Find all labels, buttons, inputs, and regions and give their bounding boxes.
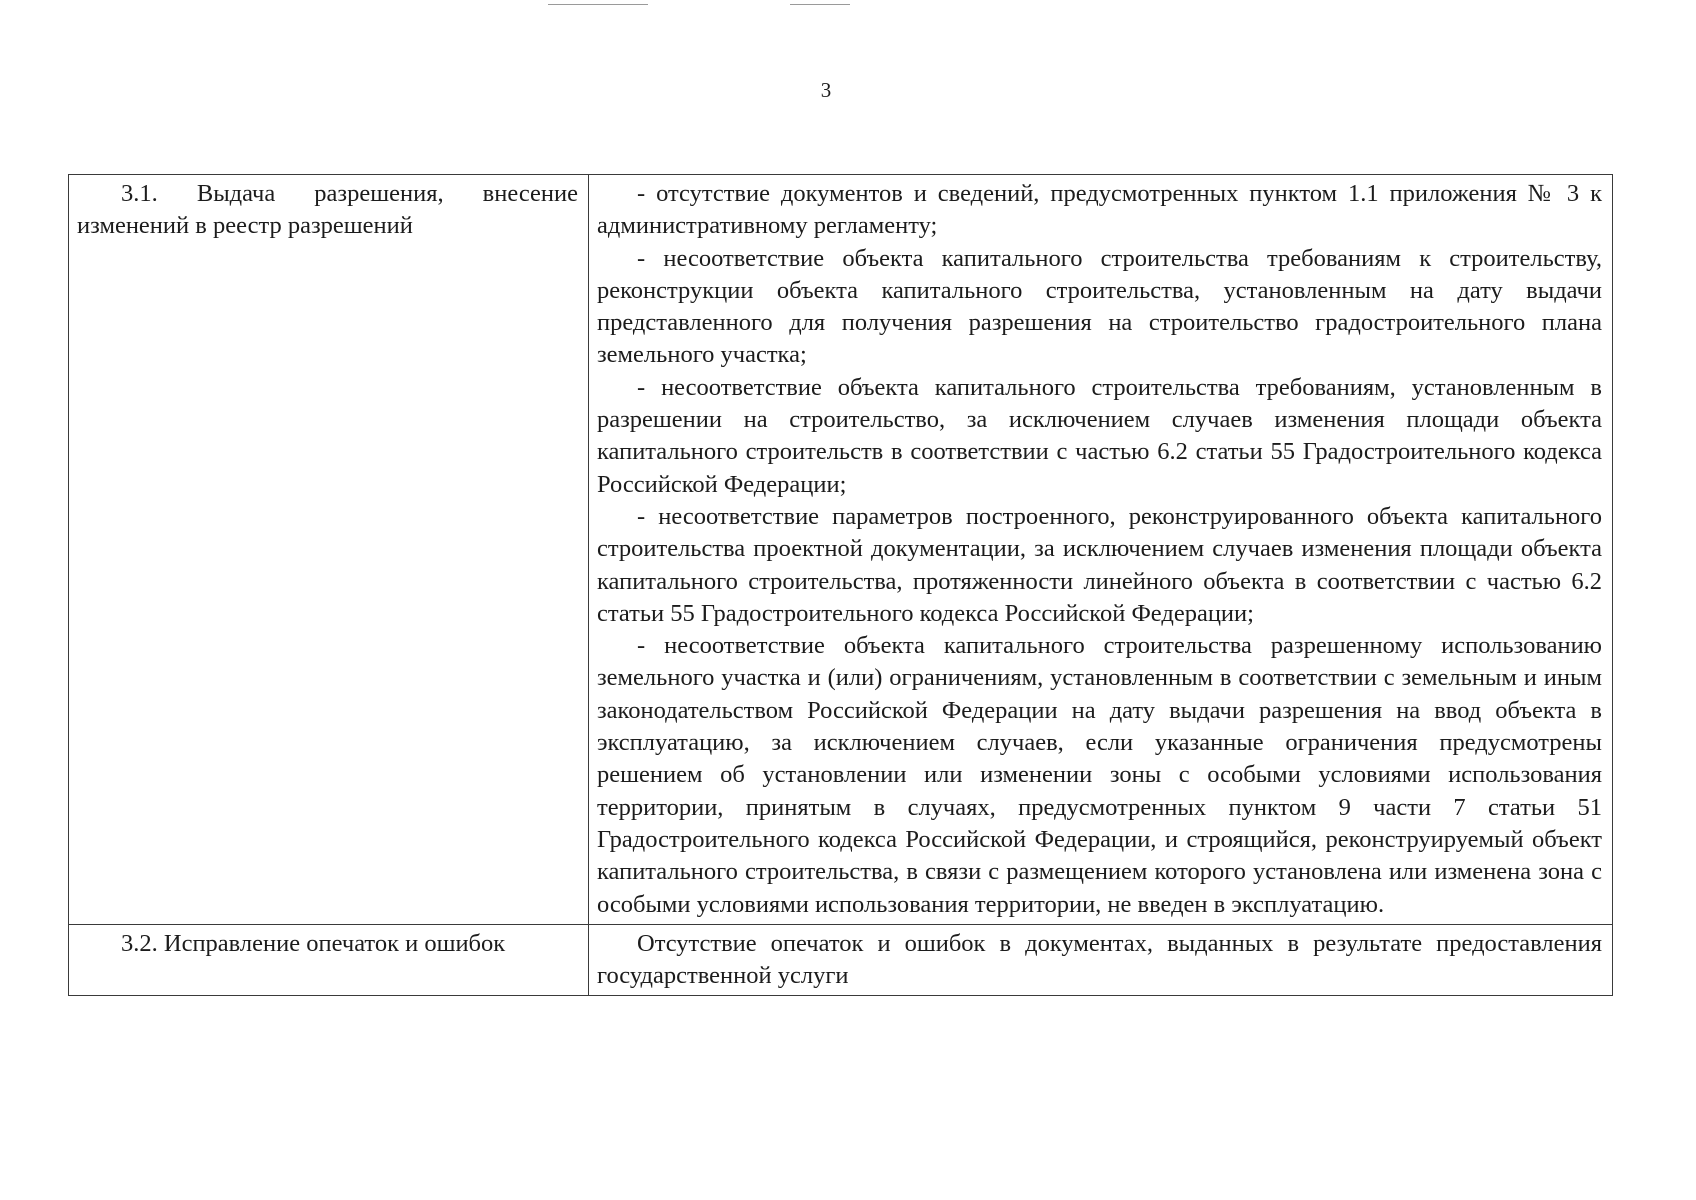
ground-item: - несоответствие объекта капитального строительства разрешенному использованию земельного участка и (или) ограничениям, установленным в соответствии с земельным и иным законодательством Российской Федерации на дату выдачи разрешения на ввод объекта в эксплуатацию, за исключением случаев, если указанные ограничения предусмотрены решением об установлении или изменении зоны с особыми условиями использования территории, принятым в случаях, предусмотренных пунктом 9 части 7 статьи 51 Градостроительного кодекса Российской Федерации, и строящийся, реконструируемый объект капитального строительства, в связи с размещением которого установлена или изменена зона с особыми условиями использования территории, не введен в эксплуатацию. xyxy=(597,632,1602,918)
ground-item: - несоответствие объекта капитального строительства требованиям к строительству, реконструкции объекта капитального строительства, установленным на дату выдачи представленного для получения разрешения на строительство градостроительного плана земельного участка; xyxy=(597,244,1602,369)
ground-item: - отсутствие документов и сведений, предусмотренных пунктом 1.1 приложения № 3 к административному регламенту; xyxy=(597,180,1602,240)
service-cell xyxy=(69,175,589,925)
ground-item: Отсутствие опечаток и ошибок в документах, выданных в результате предоставления государственной услуги xyxy=(597,929,1602,990)
grounds-cell xyxy=(589,175,1613,925)
scan-mark-left xyxy=(548,4,648,5)
service-cell xyxy=(69,924,589,996)
ground-item: - несоответствие объекта капитального строительства требованиям, установленным в разрешении на строительство, за исключением случаев изменения площади объекта капитального строительств в соответствии с частью 6.2 статьи 55 Градостроительного кодекса Российской Федерации; xyxy=(597,373,1602,498)
grounds-cell xyxy=(589,924,1613,996)
grounds-table xyxy=(68,174,1613,996)
scan-mark-right xyxy=(790,4,850,5)
table-row xyxy=(69,175,1613,925)
service-name: 3.2. Исправление опечаток и ошибок xyxy=(121,929,506,957)
service-name: 3.1. Выдача разрешения, внесение изменений в реестр разрешений xyxy=(77,180,578,240)
table-row xyxy=(69,924,1613,996)
ground-item: - несоответствие параметров построенного, реконструированного объекта капитального строительства проектной документации, за исключением случаев изменения площади объекта капитального строительства, протяженности линейного объекта в соответствии с частью 6.2 статьи 55 Градостроительного кодекса Российской Федерации; xyxy=(597,502,1602,627)
page-number: 3 xyxy=(820,78,832,102)
